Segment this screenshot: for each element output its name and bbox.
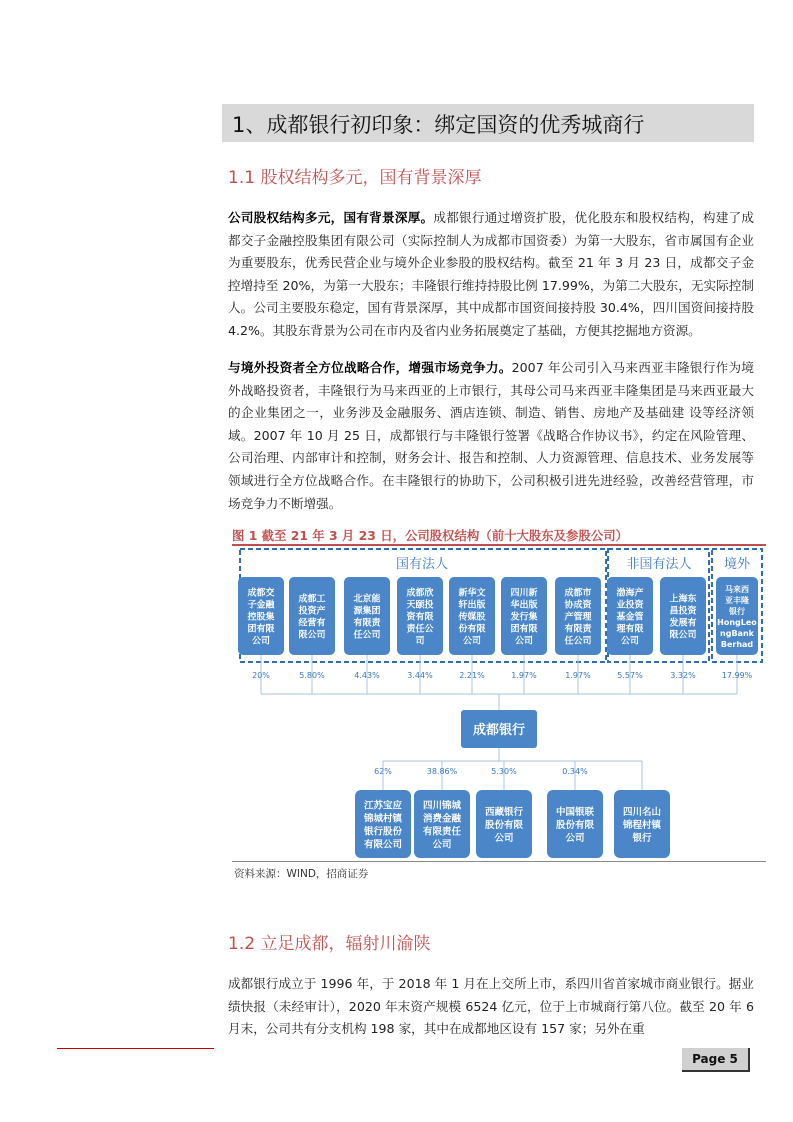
shareholder-name: 新华文: [458, 588, 486, 599]
subsidiary-pct: 38.86%: [426, 767, 458, 776]
center-bank-name: 成都银行: [472, 723, 526, 738]
shareholder-name: 马来西: [725, 585, 749, 594]
shareholder-pct: 3.44%: [407, 671, 433, 680]
shareholder-name: 亚丰隆: [725, 596, 749, 605]
shareholder-name: 团有限: [247, 624, 275, 635]
shareholder-name: 团有限: [510, 624, 538, 635]
subsidiary-name: 西藏银行: [484, 807, 524, 818]
group-foreign-label: 境外: [723, 557, 751, 572]
paragraph-ownership-body: 成都银行通过增资扩股，优化股东和股权结构，构建了成都交子金融控股集团有限公司（实际控制人为成都市国资委）为第一大股东，省市属国有企业为重要股东，优秀民营企业与境外企业参股的股权结构。截至 21 年 3 月 23 日，成都交子金控增持至 20%，为第一大股东；丰隆银行维持持股比例 17.99%，为第二大股东，无实际控制人。公司主要股东稳定，国有背景深厚，其中成都市国资间接持股 30.4%，四川国资间接持股 4.2%。其股东背景为公司在市内及省内业务拓展奠定了基础，方便其挖掘地方资源。: [228, 210, 755, 338]
subsidiary-name: 有限责任: [422, 826, 462, 838]
shareholder-name: 上海东: [669, 594, 697, 605]
shareholder-name: 业投资: [616, 600, 644, 611]
section-1-2-heading: 1.2 立足成都，辐射川渝陕: [228, 934, 431, 954]
shareholder-name: 源集团: [353, 606, 381, 617]
paragraph-ownership-lead: 公司股权结构多元，国有背景深厚。: [228, 210, 434, 225]
paragraph-strategic-body: 2007 年公司引入马来西亚丰隆银行作为境外战略投资者，丰隆银行为马来西亚的上市银行，其母公司马来西亚丰隆集团是马来西亚最大的企业集团之一，业务涉及金融服务、酒店连锁、制造、销售、房地产及基础建 设等经济领域。2007 年 10 月 25 日，成都银行与丰隆银行签署《战略合作协议书》，约定在风险管理、公司治理、内部审计和控制，财务会计、报告和控制、人力资源管理、信息技术、业务发展等领域进行全方位战略合作。在丰隆银行的协助下，公司积极引进先进经验，改善经营管理，市场竞争力不断增强。: [228, 360, 754, 511]
subsidiary-name: 四川名山: [622, 807, 662, 818]
shareholder-pct: 2.21%: [459, 671, 485, 680]
shareholder-name: 任公司: [564, 636, 592, 647]
group-non-state-label: 非国有法人: [626, 557, 692, 572]
shareholder-name: 发展有: [669, 618, 697, 629]
shareholder-name: 公司: [620, 636, 640, 647]
subsidiary-name: 有限公司: [363, 839, 403, 851]
subsidiary-name: 公司: [494, 833, 514, 844]
subsidiary-pct: 0.34%: [562, 767, 588, 776]
subsidiary-name: 股份有限: [484, 820, 524, 831]
shareholder-pct: 5.80%: [299, 671, 325, 680]
shareholder-name: 产管理: [564, 612, 592, 623]
subsidiary-name: 公司: [432, 839, 452, 851]
subsidiary-name: 股份有限: [555, 820, 595, 831]
shareholder-name: 协成资: [564, 600, 592, 611]
shareholder-name: 份有限: [458, 624, 486, 635]
shareholder-name: HongLeo: [717, 618, 757, 627]
shareholder-name: 公司: [251, 636, 271, 647]
shareholder-name: 理有限: [616, 624, 644, 635]
shareholder-name: 经营有: [298, 618, 326, 629]
shareholder-name: ngBank: [720, 629, 754, 638]
shareholder-name: 公司: [514, 636, 534, 647]
ownership-structure-diagram: [232, 546, 766, 860]
figure-source: 资料来源：WIND，招商证券: [234, 868, 369, 880]
shareholder-pct: 1.97%: [565, 671, 591, 680]
shareholder-name: 基金管: [616, 612, 644, 623]
shareholder-name: 华出版: [510, 600, 538, 611]
subsidiary-name: 银行股份: [363, 826, 403, 838]
shareholder-name: 成都工: [298, 594, 326, 605]
shareholder-pct: 1.97%: [511, 671, 537, 680]
shareholder-pct: 17.99%: [721, 671, 753, 680]
shareholder-name: 限公司: [298, 630, 326, 641]
shareholder-name: 成都欣: [406, 588, 434, 599]
subsidiary-name: 锦程村镇: [622, 820, 662, 831]
shareholder-name: 发行集: [510, 612, 538, 623]
shareholder-name: 成都市: [564, 588, 592, 599]
paragraph-ownership: [228, 207, 754, 343]
shareholder-pct: 4.43%: [354, 671, 380, 680]
shareholder-name: 天颐投: [406, 600, 434, 611]
paragraph-strategic: [228, 357, 754, 515]
shareholder-name: 轩出版: [458, 600, 486, 611]
shareholder-pct: 5.57%: [617, 671, 643, 680]
subsidiary-name: 江苏宝应: [363, 800, 403, 812]
subsidiary-name: 锦城村镇: [363, 813, 403, 825]
subsidiary-name: 公司: [565, 833, 585, 844]
subsidiary-pct: 62%: [374, 767, 392, 776]
shareholder-name: 控股集: [247, 612, 275, 623]
shareholder-name: 资有限: [406, 612, 434, 623]
shareholder-name: Berhad: [720, 640, 754, 649]
subsidiary-name: 消费金融: [422, 813, 462, 825]
shareholder-name: 银行: [729, 607, 745, 616]
section-1-heading: 1、成都银行初印象：绑定国资的优秀城商行: [232, 113, 645, 137]
shareholder-name: 传媒股: [458, 612, 486, 623]
subsidiary-pct: 5.30%: [491, 767, 517, 776]
shareholder-name: 任公司: [353, 630, 381, 641]
section-1-1-heading: 1.1 股权结构多元，国有背景深厚: [228, 168, 482, 188]
subsidiary-name: 银行: [632, 833, 652, 844]
subsidiary-name: 中国银联: [555, 807, 595, 818]
figure-title: 图 1 截至 21 年 3 月 23 日，公司股权结构（前十大股东及参股公司）: [232, 528, 629, 543]
shareholder-name: 有限责: [353, 618, 381, 629]
group-state-owned-label: 国有法人: [395, 557, 449, 572]
shareholder-pct: 20%: [252, 671, 270, 680]
page-number: Page 5: [682, 1048, 750, 1072]
footer-rule: [57, 1048, 214, 1049]
shareholder-name: 限公司: [669, 630, 697, 641]
shareholder-pct: 3.32%: [670, 671, 696, 680]
shareholder-name: 昌投资: [669, 606, 697, 617]
shareholder-name: 四川新: [510, 588, 538, 599]
shareholder-name: 投资产: [298, 606, 326, 617]
shareholder-name: 子金融: [247, 600, 275, 611]
shareholder-name: 北京能: [353, 594, 381, 605]
shareholder-name: 责任公: [406, 624, 434, 635]
section-heading-bar: [222, 104, 754, 142]
shareholder-name: 渤海产: [616, 588, 644, 599]
shareholder-name: 成都交: [247, 588, 275, 599]
shareholder-name: 有限责: [564, 624, 592, 635]
shareholder-name: 公司: [462, 636, 482, 647]
paragraph-strategic-lead: 与境外投资者全方位战略合作，增强市场竞争力。: [228, 360, 512, 375]
figure-bottom-rule: [232, 861, 766, 862]
shareholder-name: 司: [415, 636, 425, 647]
subsidiary-name: 四川锦城: [422, 800, 462, 812]
paragraph-chengdu: 成都银行成立于 1996 年，于 2018 年 1 月在上交所上市，系四川省首家城市商业银行。据业绩快报（未经审计），2020 年末资产规模 6524 亿元，位于上市城商行第八位。截至 20 年 6 月末，公司共有分支机构 198 家，其中在成都地区设有 157 家；另外在重: [228, 976, 754, 1037]
